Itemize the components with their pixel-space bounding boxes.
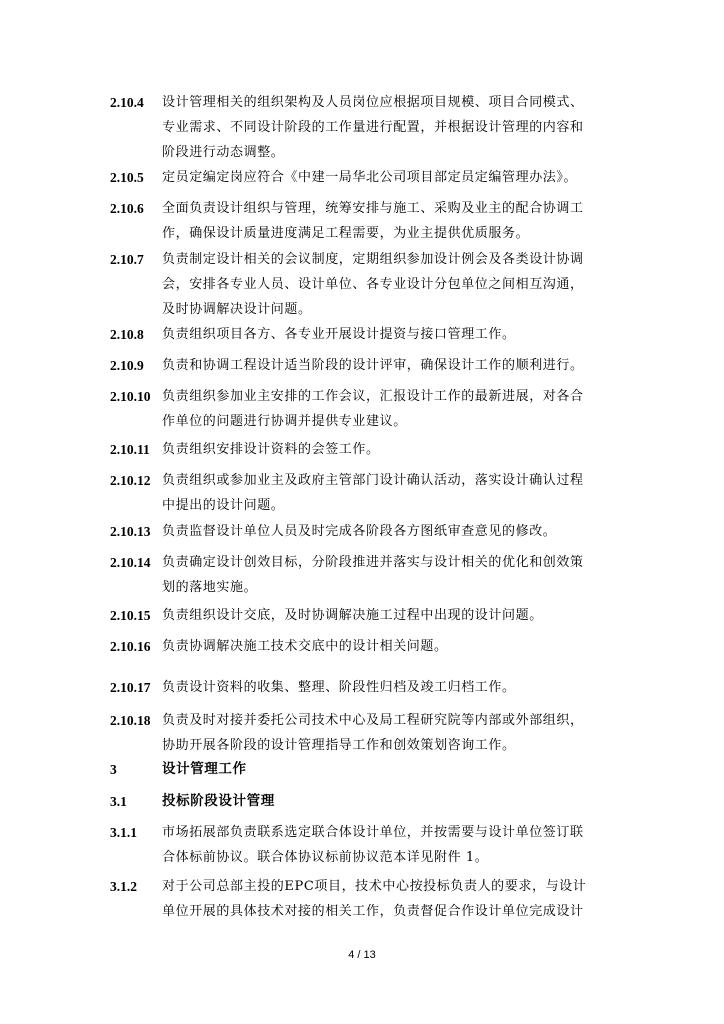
clause-item — [110, 165, 630, 190]
clause-number: 2.10.17 — [110, 680, 151, 695]
text-line: 及时协调解决设计问题。 — [162, 302, 312, 317]
clause-text — [162, 165, 630, 190]
text-line: 负责组织或参加业主及政府主管部门设计确认活动，落实设计确认过程 — [162, 473, 584, 488]
text-line: 负责监督设计单位人员及时完成各阶段各方图纸审查意见的修改。 — [162, 524, 557, 539]
text-line: 负责制定设计相关的会议制度，定期组织参加设计例会及各类设计协调 — [162, 252, 584, 267]
clause-number: 2.10.10 — [110, 389, 151, 404]
clause-number: 2.10.12 — [110, 473, 151, 488]
clause-text — [162, 603, 630, 628]
text-line: 全面负责设计组织与管理，统筹安排与施工、采购及业主的配合协调工 — [162, 201, 584, 216]
clause-item — [110, 550, 630, 600]
clause-item — [110, 322, 630, 347]
clause-number: 2.10.5 — [110, 170, 144, 185]
clause-item — [110, 353, 630, 378]
clause-number: 3.1.2 — [110, 879, 137, 894]
clause-number: 3.1 — [110, 794, 127, 809]
clause-text — [162, 468, 630, 518]
section-heading — [110, 757, 630, 782]
clause-number: 2.10.8 — [110, 327, 144, 342]
text-line: 设计管理相关的组织架构及人员岗位应根据项目规模、项目合同模式、 — [162, 95, 584, 110]
clause-number: 3.1.1 — [110, 825, 137, 840]
clause-text — [162, 874, 630, 924]
text-line: 市场拓展部负责联系选定联合体设计单位，并按需要与设计单位签订联 — [162, 825, 584, 840]
text-line: 负责组织安排设计资料的会签工作。 — [162, 442, 380, 457]
clause-number: 2.10.16 — [110, 639, 151, 654]
clause-number: 2.10.4 — [110, 95, 144, 110]
clause-number: 2.10.6 — [110, 201, 144, 216]
clause-item — [110, 90, 630, 165]
clause-text — [162, 708, 630, 758]
clause-number: 2.10.15 — [110, 608, 151, 623]
section-heading — [110, 789, 630, 814]
text-line: 负责及时对接并委托公司技术中心及局工程研究院等内部或外部组织， — [162, 713, 584, 728]
clause-text — [162, 634, 630, 659]
text-line: 会，安排各专业人员、设计单位、各专业设计分包单位之间相互沟通， — [162, 277, 584, 292]
text-line: 负责确定设计创效目标，分阶段推进并落实与设计相关的优化和创效策 — [162, 555, 584, 570]
clause-item — [110, 519, 630, 544]
clause-text — [162, 757, 630, 782]
clause-text — [162, 437, 630, 462]
text-line: 负责设计资料的收集、整理、阶段性归档及竣工归档工作。 — [162, 680, 516, 695]
text-line: 划的落地实施。 — [162, 580, 258, 595]
clause-item — [110, 437, 630, 462]
text-line: 负责组织参加业主安排的工作会议，汇报设计工作的最新进展，对各合 — [162, 389, 584, 404]
clause-text — [162, 550, 630, 600]
clause-text — [162, 519, 630, 544]
clause-number: 2.10.11 — [110, 442, 150, 457]
text-line: 负责和协调工程设计适当阶段的设计评审，确保设计工作的顺利进行。 — [162, 358, 584, 373]
clause-text — [162, 322, 630, 347]
clause-item — [110, 708, 630, 758]
clause-text — [162, 820, 630, 870]
clause-item — [110, 820, 630, 870]
text-line: 投标阶段设计管理 — [162, 793, 275, 809]
clause-item — [110, 675, 630, 700]
clause-number: 2.10.9 — [110, 358, 144, 373]
clause-number: 2.10.14 — [110, 555, 151, 570]
clause-text — [162, 196, 630, 246]
text-line: 负责组织设计交底，及时协调解决施工过程中出现的设计问题。 — [162, 608, 543, 623]
text-line: 作单位的问题进行协调并提供专业建议。 — [162, 414, 407, 429]
text-line: 负责组织项目各方、各专业开展设计提资与接口管理工作。 — [162, 327, 516, 342]
clause-text — [162, 90, 630, 165]
text-line: 设计管理工作 — [162, 761, 247, 777]
clause-text — [162, 675, 630, 700]
clause-text — [162, 353, 630, 378]
text-line: 专业需求、不同设计阶段的工作量进行配置，并根据设计管理的内容和 — [162, 120, 584, 135]
text-line: 定员定编定岗应符合《中建一局华北公司项目部定员定编管理办法》。 — [162, 170, 578, 185]
clause-number: 2.10.18 — [110, 713, 151, 728]
text-line: 对于公司总部主投的EPC项目，技术中心按投标负责人的要求，与设计 — [162, 879, 587, 894]
page-number: 4 / 13 — [348, 949, 376, 961]
clause-item — [110, 603, 630, 628]
clause-number: 2.10.13 — [110, 524, 151, 539]
text-line: 中提出的设计问题。 — [162, 498, 285, 513]
text-line: 负责协调解决施工技术交底中的设计相关问题。 — [162, 639, 448, 654]
text-line: 单位开展的具体技术对接的相关工作，负责督促合作设计单位完成设计 — [162, 904, 584, 919]
clause-text — [162, 384, 630, 434]
clause-number: 2.10.7 — [110, 252, 144, 267]
clause-item — [110, 247, 630, 322]
text-line: 合体标前协议。联合体协议标前协议范本详见附件 1。 — [162, 850, 489, 865]
clause-item — [110, 874, 630, 924]
clause-item — [110, 468, 630, 518]
clause-text — [162, 789, 630, 814]
clause-number: 3 — [110, 762, 117, 777]
clause-item — [110, 384, 630, 434]
text-line: 作，确保设计质量进度满足工程需要，为业主提供优质服务。 — [162, 226, 530, 241]
text-line: 阶段进行动态调整。 — [162, 145, 285, 160]
clause-item — [110, 196, 630, 246]
clause-text — [162, 247, 630, 322]
clause-item — [110, 634, 630, 659]
text-line: 协助开展各阶段的设计管理指导工作和创效策划咨询工作。 — [162, 738, 516, 753]
